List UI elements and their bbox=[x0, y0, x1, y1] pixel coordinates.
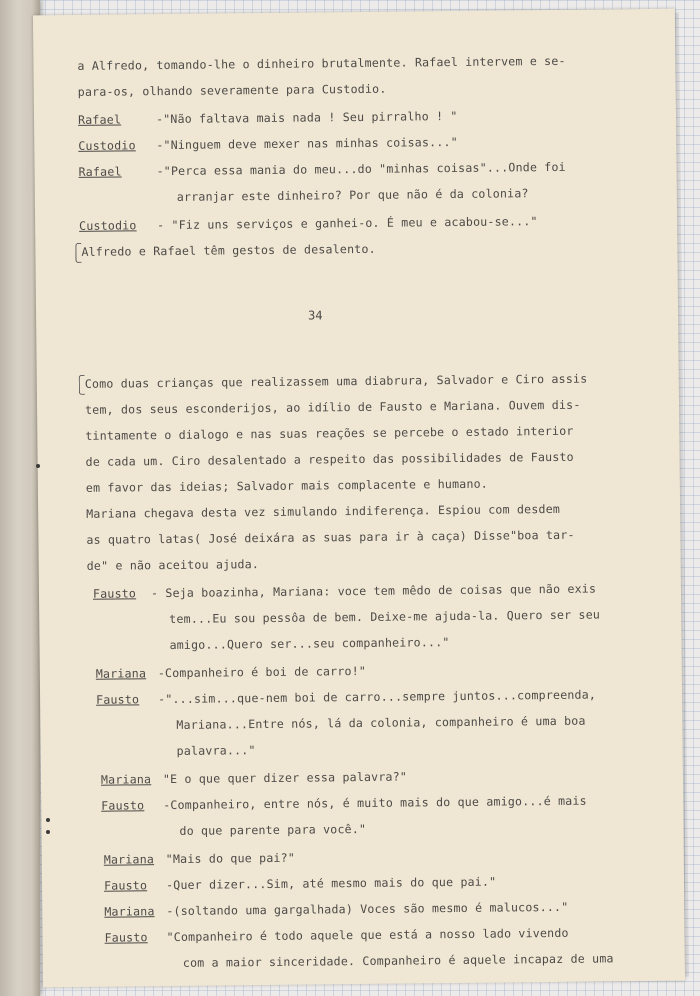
text-line: as quatro latas( José deixára as suas para ir à caça) Disse"boa tar- bbox=[86, 527, 575, 547]
dialogue-line: -Companheiro, entre nós, é muito mais do que amigo...é mais bbox=[163, 793, 587, 813]
dialogue-line: -(soltando uma gargalhada) Voces são mesmo é malucos..." bbox=[166, 899, 569, 919]
dialogue-line: tem...Eu sou pessôa de bem. Deixe-me ajuda-la. Quero ser seu bbox=[169, 607, 601, 626]
dialogue-line: - Seja boazinha, Mariana: voce tem mêdo de coisas que não exis bbox=[150, 581, 597, 601]
margin-mark bbox=[46, 830, 50, 834]
text-line: de" e não aceitou ajuda. bbox=[86, 557, 260, 573]
dialogue-line: amigo...Quero ser...seu companheiro..." bbox=[169, 635, 450, 652]
dialogue-line: "Mais do que pai?" bbox=[165, 850, 296, 867]
dialogue-line: -Companheiro é boi de carro!" bbox=[157, 663, 367, 681]
speaker-label: Fausto bbox=[101, 798, 145, 813]
speaker-label: Mariana bbox=[104, 904, 155, 919]
speaker-label: Fausto bbox=[104, 930, 148, 945]
text-line: para-os, olhando severamente para Custodio. bbox=[77, 81, 387, 99]
dialogue-line: com a maior sinceridade. Companheiro é aquele incapaz de uma bbox=[182, 951, 614, 970]
dialogue-line: -"Ninguem deve mexer nas minhas coisas..." bbox=[156, 134, 458, 153]
margin-mark bbox=[46, 818, 50, 822]
dialogue-line: -"...sim...que-nem boi de carro...sempre juntos...compreenda, bbox=[158, 687, 597, 707]
dialogue-line: Mariana...Entre nós, lá da colonia, companheiro é uma boa bbox=[176, 713, 586, 732]
dialogue-line: - "Fiz uns serviços e ganhei-o. É meu e acabou-se..." bbox=[157, 214, 538, 233]
speaker-label: Rafael bbox=[78, 164, 122, 179]
speaker-label: Custodio bbox=[79, 218, 137, 233]
dialogue-line: "E o que quer dizer essa palavra?" bbox=[162, 769, 408, 787]
text-line: de cada um. Ciro desalentado a respeito das possibilidades de Fausto bbox=[85, 449, 574, 469]
dialogue-line: do que parente para você." bbox=[179, 821, 367, 838]
text-line: tem, dos seus esconderijos, ao idílio de Fausto e Mariana. Ouvem dis- bbox=[84, 397, 581, 417]
text-line: tintamente o dialogo e nas suas reações se percebe o estado interior bbox=[85, 423, 574, 443]
speaker-label: Rafael bbox=[77, 112, 122, 127]
speaker-label: Fausto bbox=[103, 878, 148, 893]
dialogue-line: -Quer dizer...Sim, até mesmo mais do que pai." bbox=[165, 874, 497, 893]
stage-direction-line: Alfredo e Rafael têm gestos de desalento. bbox=[81, 241, 376, 259]
speaker-label: Fausto bbox=[92, 586, 137, 601]
dialogue-line: -"Não faltava mais nada ! Seu pirralho ! " bbox=[155, 108, 458, 127]
text-line: Como duas crianças que realizassem uma diabrura, Salvador e Ciro assis bbox=[84, 371, 588, 391]
page-edge-shadow bbox=[675, 13, 689, 977]
speaker-label: Mariana bbox=[103, 852, 155, 867]
margin-mark bbox=[36, 464, 40, 468]
text-line: em favor das ideias; Salvador mais complacente e humano. bbox=[85, 476, 489, 495]
dialogue-line: "Companheiro é todo aquele que está a nosso lado vivendo bbox=[166, 925, 569, 945]
dialogue-line: -"Perca essa mania do meu...do "minhas coisas"...Onde foi bbox=[156, 159, 566, 179]
typewritten-page bbox=[33, 9, 685, 988]
speaker-label: Mariana bbox=[100, 772, 152, 787]
speaker-label: Fausto bbox=[96, 692, 140, 707]
text-line: a Alfredo, tomando-lhe o dinheiro brutalmente. Rafael intervem e se- bbox=[77, 53, 566, 73]
scene-number: 34 bbox=[308, 308, 323, 323]
dialogue-line: palavra..." bbox=[176, 743, 256, 758]
text-line: Mariana chegava desta vez simulando indiferença. Espiou com desdem bbox=[86, 501, 561, 521]
speaker-label: Mariana bbox=[95, 666, 147, 681]
speaker-label: Custodio bbox=[78, 138, 136, 153]
dialogue-line: arranjar este dinheiro? Por que não é da colonia? bbox=[176, 186, 529, 204]
